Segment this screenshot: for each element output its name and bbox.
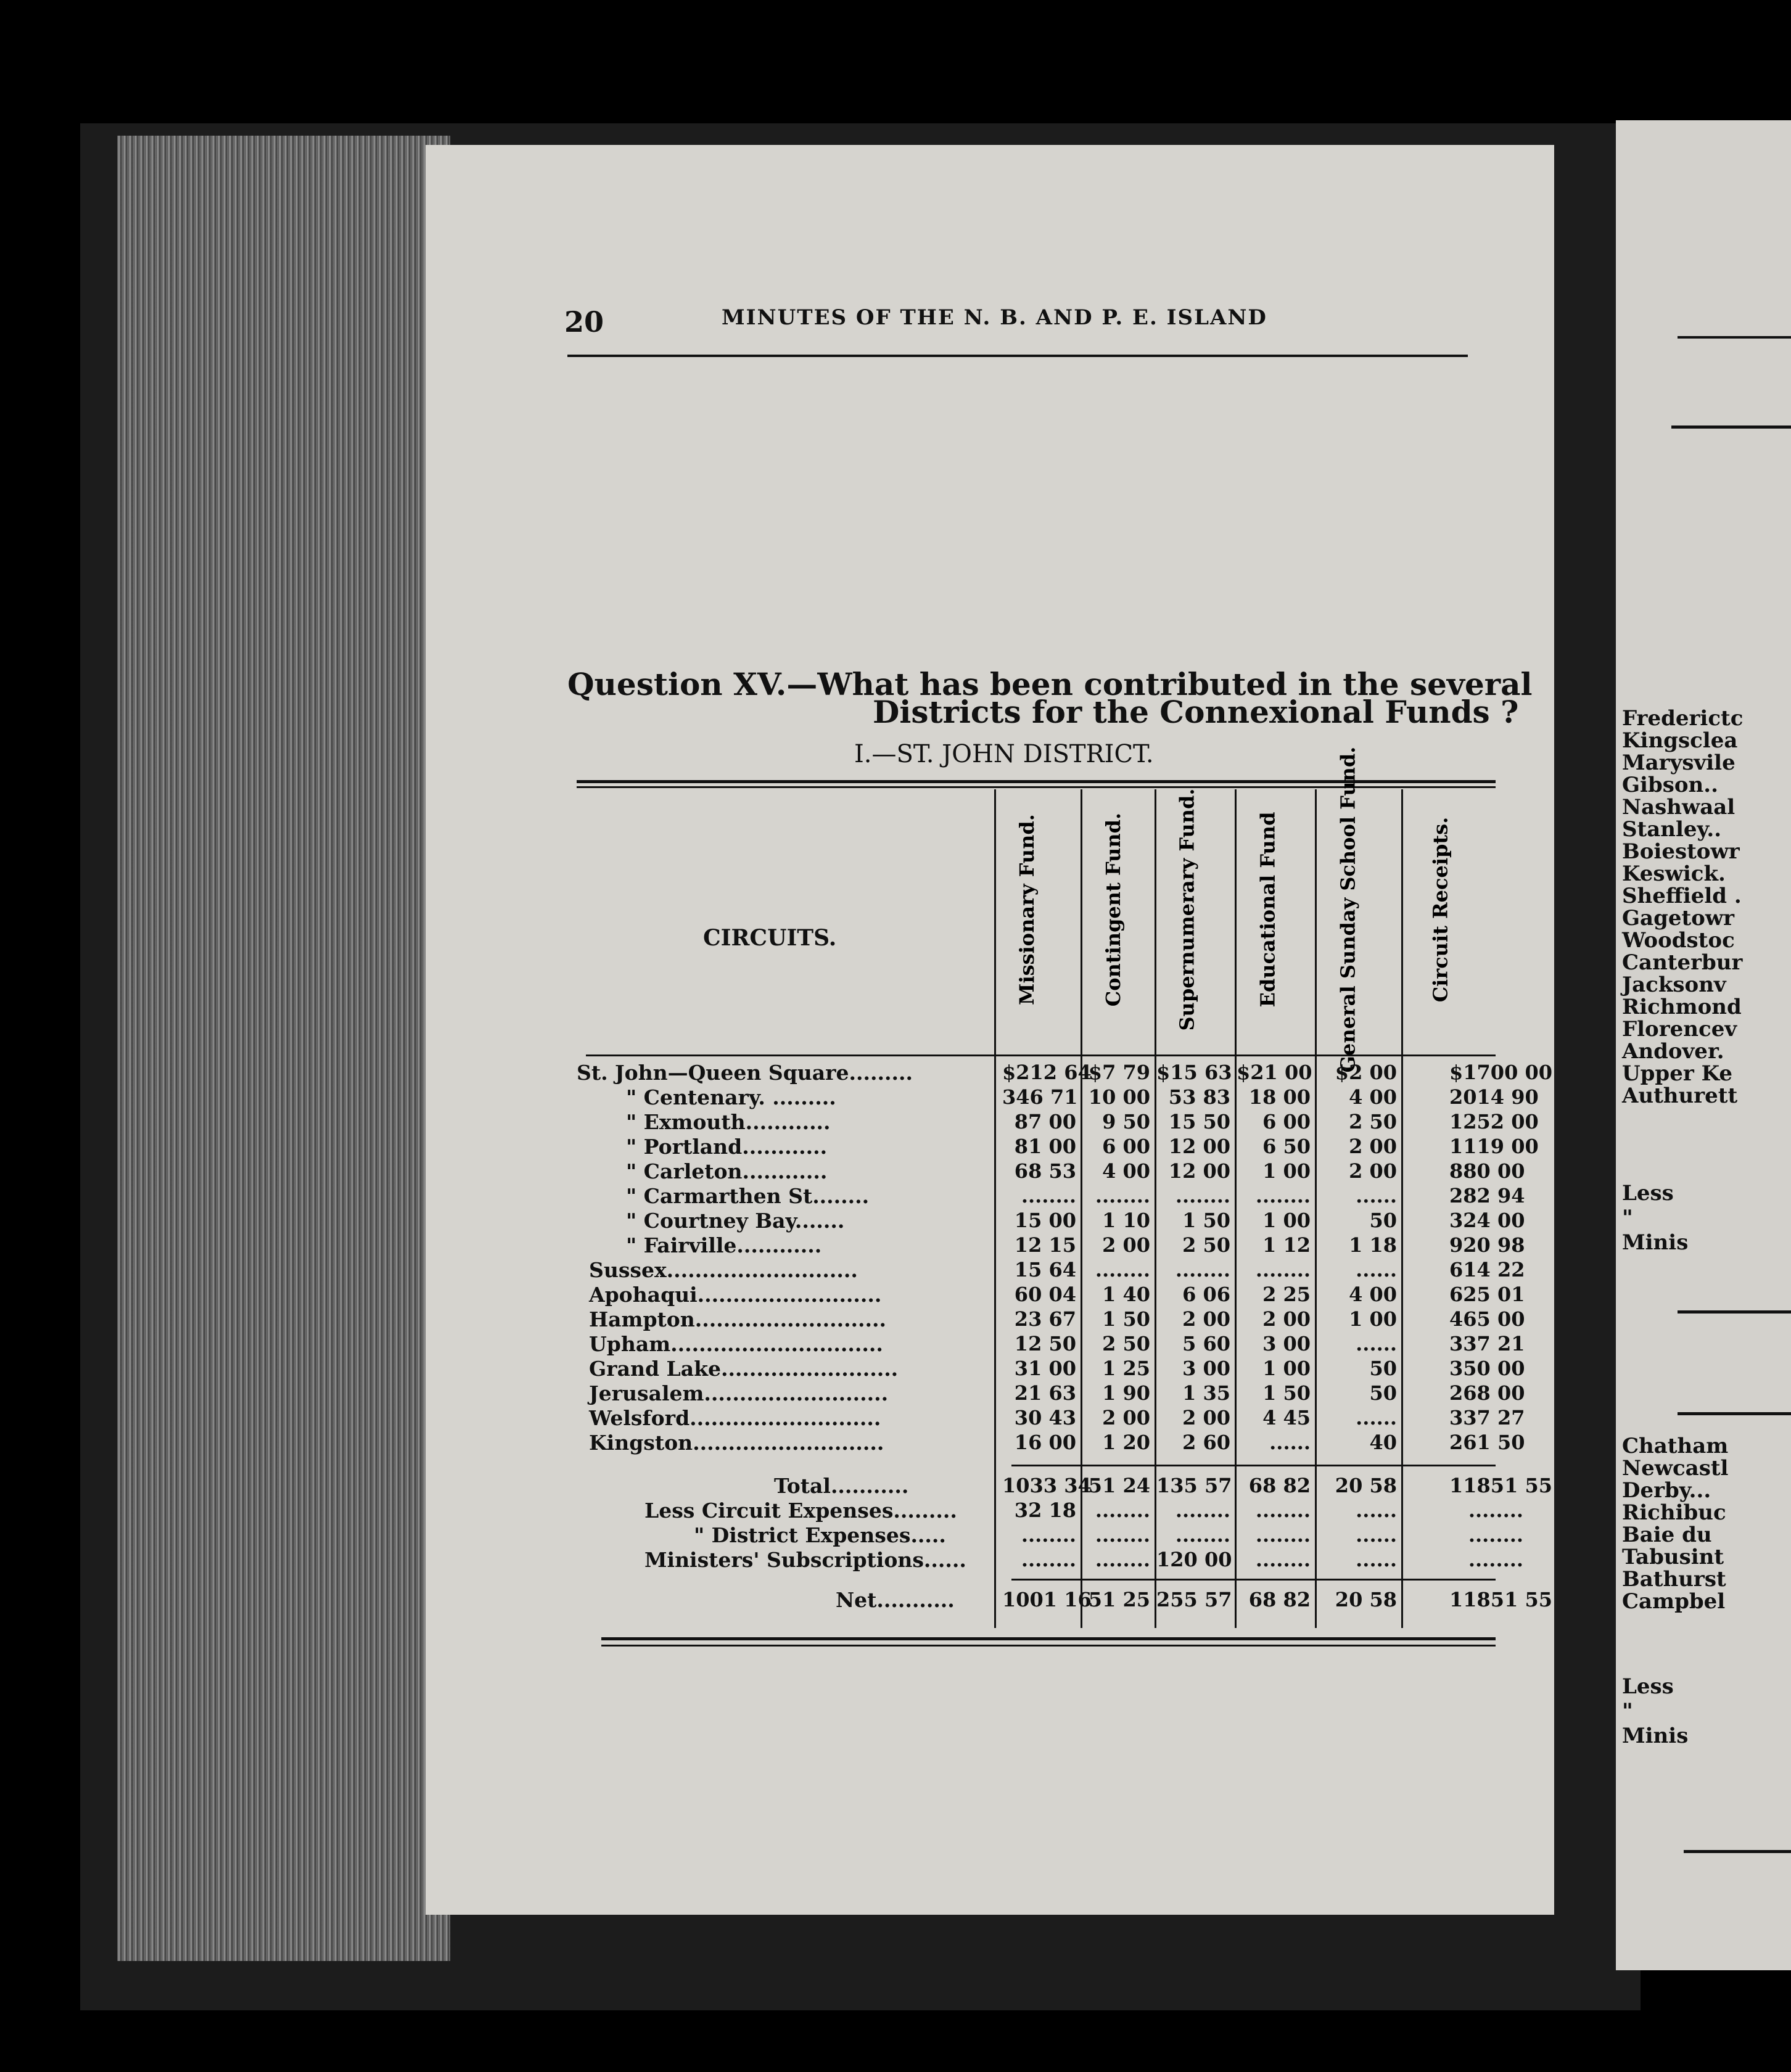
- table-cell: 50: [1369, 1209, 1397, 1232]
- table-cell: ........: [1255, 1258, 1311, 1281]
- facing-page: [1616, 120, 1791, 1970]
- table-cell: 53 83: [1168, 1085, 1230, 1109]
- table-bottom-rule-2: [601, 1645, 1496, 1646]
- table-cell: 1 12: [1262, 1233, 1311, 1257]
- circuits-header: CIRCUITS.: [703, 925, 837, 951]
- table-cell: ........: [1468, 1523, 1523, 1547]
- table-cell: 4 00: [1102, 1159, 1150, 1183]
- table-cell: 1 40: [1102, 1283, 1150, 1306]
- facing-page-line: Authurett: [1622, 1083, 1738, 1108]
- table-cell: 15 00: [1014, 1209, 1076, 1232]
- facing-page-line: Frederictc: [1622, 706, 1744, 731]
- table-cell: ........: [1021, 1184, 1076, 1207]
- row-label: " Centenary. .........: [626, 1085, 836, 1109]
- table-cell: 3 00: [1182, 1357, 1230, 1380]
- table-cell: 135 57: [1156, 1474, 1232, 1497]
- table-row: [577, 1209, 1523, 1233]
- table-cell: 2 00: [1349, 1159, 1397, 1183]
- row-label: Grand Lake.........................: [589, 1357, 899, 1381]
- table-cell: ........: [1468, 1548, 1523, 1571]
- table-cell: 68 53: [1014, 1159, 1076, 1183]
- facing-page-line: Newcastl: [1622, 1456, 1729, 1481]
- table-cell: 2 50: [1349, 1110, 1397, 1133]
- col-educational: Educational Fund: [1256, 812, 1280, 1008]
- table-cell: 2 00: [1102, 1233, 1150, 1257]
- facing-page-line: Sheffield .: [1622, 884, 1742, 908]
- total-rule: [1011, 1465, 1496, 1466]
- facing-page-line: Boiestowr: [1622, 839, 1740, 864]
- table-cell: 625 01: [1449, 1283, 1525, 1306]
- facing-page-line: Woodstoc: [1622, 928, 1735, 953]
- row-label: " District Expenses.....: [694, 1523, 946, 1547]
- table-cell: ......: [1356, 1523, 1397, 1547]
- col-circuit-receipts: Circuit Receipts.: [1428, 816, 1452, 1003]
- table-cell: 2 50: [1102, 1332, 1150, 1355]
- row-label: " Exmouth............: [626, 1110, 831, 1134]
- table-cell: 268 00: [1449, 1381, 1525, 1405]
- facing-page-line: Marysvile: [1622, 750, 1735, 775]
- table-cell: 5 60: [1182, 1332, 1230, 1355]
- net-rule: [1011, 1579, 1496, 1581]
- table-cell: 1 10: [1102, 1209, 1150, 1232]
- table-row: [577, 1283, 1523, 1307]
- facing-page-line: Andover.: [1622, 1039, 1724, 1064]
- table-cell: 60 04: [1014, 1283, 1076, 1306]
- facing-page-line: Minis: [1622, 1724, 1689, 1748]
- facing-page-line: Derby...: [1622, 1478, 1711, 1503]
- summary-row: [577, 1588, 1552, 1613]
- table-cell: $7 79: [1088, 1061, 1150, 1084]
- table-cell: $212 64: [1002, 1061, 1092, 1084]
- table-cell: 1033 34: [1002, 1474, 1092, 1497]
- table-cell: 50: [1369, 1381, 1397, 1405]
- question-line-2: Districts for the Connexional Funds ?: [873, 694, 1519, 730]
- facing-page-line: Keswick.: [1622, 861, 1726, 886]
- table-cell: 346 71: [1002, 1085, 1078, 1109]
- row-label: Ministers' Subscriptions......: [644, 1548, 966, 1572]
- table-cell: 9 50: [1102, 1110, 1150, 1133]
- table-cell: 2 00: [1182, 1307, 1230, 1331]
- table-cell: 40: [1369, 1431, 1397, 1454]
- facing-page-line: Less: [1622, 1674, 1674, 1699]
- table-cell: 12 00: [1168, 1159, 1230, 1183]
- facing-rule: [1678, 1412, 1791, 1415]
- table-cell: ........: [1255, 1523, 1311, 1547]
- table-cell: 20 58: [1335, 1474, 1397, 1497]
- table-row: [577, 1406, 1523, 1431]
- table-cell: 6 00: [1262, 1110, 1311, 1133]
- table-cell: ......: [1356, 1184, 1397, 1207]
- facing-page-line: Less: [1622, 1181, 1674, 1206]
- table-cell: 32 18: [1014, 1498, 1076, 1522]
- table-cell: 6 06: [1182, 1283, 1230, 1306]
- table-cell: 2 00: [1182, 1406, 1230, 1429]
- table-cell: ......: [1356, 1332, 1397, 1355]
- facing-page-line: Minis: [1622, 1230, 1689, 1255]
- table-cell: 1 50: [1182, 1209, 1230, 1232]
- left-page: [426, 145, 1554, 1915]
- header-rule: [567, 355, 1468, 357]
- table-cell: ........: [1095, 1548, 1150, 1571]
- table-cell: ........: [1021, 1523, 1076, 1547]
- table-cell: ........: [1175, 1184, 1230, 1207]
- facing-page-line: Richibuc: [1622, 1500, 1726, 1525]
- table-cell: 23 67: [1014, 1307, 1076, 1331]
- table-cell: 1 18: [1349, 1233, 1397, 1257]
- table-cell: $21 00: [1237, 1061, 1312, 1084]
- table-cell: ........: [1468, 1498, 1523, 1522]
- table-row: [577, 1307, 1523, 1332]
- table-cell: 10 00: [1088, 1085, 1150, 1109]
- row-label: " Fairville............: [626, 1233, 822, 1257]
- facing-page-line: Tabusint: [1622, 1545, 1724, 1569]
- row-label: Hampton...........................: [589, 1307, 886, 1331]
- table-cell: 1 50: [1102, 1307, 1150, 1331]
- table-cell: 4 00: [1349, 1283, 1397, 1306]
- table-cell: 4 45: [1262, 1406, 1311, 1429]
- table-cell: ........: [1095, 1184, 1150, 1207]
- facing-rule: [1678, 336, 1791, 339]
- row-label: Apohaqui..........................: [589, 1283, 882, 1307]
- table-cell: 12 15: [1014, 1233, 1076, 1257]
- facing-page-line: Upper Ke: [1622, 1061, 1733, 1086]
- page-edges: [117, 136, 450, 1961]
- row-label: Total...........: [774, 1474, 909, 1498]
- table-cell: 1 50: [1262, 1381, 1311, 1405]
- table-row: [577, 1184, 1523, 1209]
- table-cell: 2 00: [1262, 1307, 1311, 1331]
- col-sunday-school: General Sunday School Fund.: [1336, 746, 1360, 1073]
- table-cell: 324 00: [1449, 1209, 1525, 1232]
- table-cell: 1 90: [1102, 1381, 1150, 1405]
- row-label: " Portland............: [626, 1135, 828, 1159]
- facing-page-line: Kingsclea: [1622, 728, 1738, 753]
- facing-page-line: Campbel: [1622, 1589, 1726, 1614]
- facing-page-line: Chatham: [1622, 1434, 1729, 1458]
- table-cell: 15 64: [1014, 1258, 1076, 1281]
- row-label: Sussex...........................: [589, 1258, 858, 1282]
- table-cell: 2 00: [1102, 1406, 1150, 1429]
- row-label: " Courtney Bay.......: [626, 1209, 845, 1233]
- table-cell: ........: [1175, 1258, 1230, 1281]
- table-cell: 51 25: [1088, 1588, 1150, 1611]
- row-label: " Carleton............: [626, 1159, 828, 1183]
- table-cell: 68 82: [1248, 1588, 1311, 1611]
- facing-page-line: Stanley..: [1622, 817, 1722, 842]
- table-cell: ........: [1021, 1548, 1076, 1571]
- table-cell: ......: [1356, 1548, 1397, 1571]
- running-head: MINUTES OF THE N. B. AND P. E. ISLAND: [722, 305, 1267, 330]
- table-cell: ........: [1095, 1498, 1150, 1522]
- table-cell: 1119 00: [1449, 1135, 1539, 1158]
- summary-row: [577, 1548, 1523, 1572]
- table-cell: ........: [1255, 1184, 1311, 1207]
- question-line-1: Question XV.—What has been contributed in the several: [567, 666, 1533, 702]
- district-title: I.—ST. JOHN DISTRICT.: [854, 740, 1154, 768]
- table-row: [577, 1258, 1523, 1283]
- table-cell: ........: [1255, 1498, 1311, 1522]
- table-cell: 1 25: [1102, 1357, 1150, 1380]
- col-contingent: Contingent Fund.: [1101, 812, 1125, 1007]
- table-cell: 282 94: [1449, 1184, 1525, 1207]
- facing-rule: [1684, 1850, 1791, 1853]
- table-bottom-rule: [601, 1637, 1496, 1640]
- table-cell: 31 00: [1014, 1357, 1076, 1380]
- table-row: [577, 1332, 1523, 1357]
- summary-row: [577, 1498, 1523, 1523]
- table-cell: 16 00: [1014, 1431, 1076, 1454]
- row-label: Upham..............................: [589, 1332, 883, 1356]
- facing-rule: [1678, 1310, 1791, 1314]
- table-cell: 1 00: [1349, 1307, 1397, 1331]
- facing-page-line: Gibson..: [1622, 773, 1718, 797]
- page-number: 20: [564, 305, 604, 339]
- table-cell: 51 24: [1088, 1474, 1150, 1497]
- facing-page-line: Bathurst: [1622, 1567, 1726, 1592]
- table-cell: 2 60: [1182, 1431, 1230, 1454]
- table-cell: 81 00: [1014, 1135, 1076, 1158]
- table-cell: $2 00: [1335, 1061, 1397, 1084]
- facing-page-line: Gagetowr: [1622, 906, 1735, 931]
- table-cell: 12 00: [1168, 1135, 1230, 1158]
- row-label: Welsford...........................: [589, 1406, 881, 1430]
- table-cell: 20 58: [1335, 1588, 1397, 1611]
- table-row: [577, 1233, 1523, 1258]
- table-cell: 337 21: [1449, 1332, 1525, 1355]
- row-label: Kingston...........................: [589, 1431, 884, 1455]
- row-label: Jerusalem..........................: [589, 1381, 889, 1405]
- table-cell: 1 00: [1262, 1159, 1311, 1183]
- table-cell: 120 00: [1156, 1548, 1232, 1571]
- row-label: " Carmarthen St........: [626, 1184, 870, 1208]
- summary-row: [577, 1523, 1523, 1548]
- facing-page-line: Nashwaal: [1622, 795, 1735, 820]
- table-cell: 1 00: [1262, 1357, 1311, 1380]
- summary-row: [577, 1474, 1552, 1498]
- facing-page-line: Canterbur: [1622, 950, 1743, 975]
- table-cell: 880 00: [1449, 1159, 1525, 1183]
- row-label: Less Circuit Expenses.........: [644, 1498, 957, 1523]
- table-cell: ........: [1095, 1523, 1150, 1547]
- table-cell: 2 50: [1182, 1233, 1230, 1257]
- table-cell: 2014 90: [1449, 1085, 1539, 1109]
- table-cell: 1 35: [1182, 1381, 1230, 1405]
- table-cell: 4 00: [1349, 1085, 1397, 1109]
- table-cell: 1001 16: [1002, 1588, 1092, 1611]
- table-cell: ......: [1356, 1258, 1397, 1281]
- facing-page-line: Richmond: [1622, 995, 1742, 1019]
- table-cell: 3 00: [1262, 1332, 1311, 1355]
- table-cell: 11851 55: [1449, 1474, 1552, 1497]
- facing-page-line: ": [1622, 1699, 1633, 1724]
- facing-page-line: ": [1622, 1206, 1633, 1230]
- table-cell: 6 00: [1102, 1135, 1150, 1158]
- table-cell: 2 25: [1262, 1283, 1311, 1306]
- table-cell: 2 00: [1349, 1135, 1397, 1158]
- facing-page-line: Jacksonv: [1622, 972, 1726, 997]
- table-cell: 30 43: [1014, 1406, 1076, 1429]
- facing-rule: [1671, 426, 1791, 429]
- col-missionary: Missionary Fund.: [1015, 814, 1039, 1005]
- row-label: St. John—Queen Square.........: [577, 1061, 913, 1085]
- table-cell: 12 50: [1014, 1332, 1076, 1355]
- table-cell: ......: [1356, 1406, 1397, 1429]
- table-cell: 11851 55: [1449, 1588, 1552, 1611]
- table-row: [577, 1431, 1523, 1455]
- table-cell: 261 50: [1449, 1431, 1525, 1454]
- table-row: [577, 1381, 1523, 1406]
- table-cell: 614 22: [1449, 1258, 1525, 1281]
- table-row: [577, 1357, 1523, 1381]
- table-cell: ........: [1095, 1258, 1150, 1281]
- table-cell: 255 57: [1156, 1588, 1232, 1611]
- table-cell: ........: [1175, 1523, 1230, 1547]
- table-row: [577, 1135, 1539, 1159]
- table-cell: 1 00: [1262, 1209, 1311, 1232]
- table-cell: 87 00: [1014, 1110, 1076, 1133]
- table-row: [577, 1061, 1552, 1085]
- table-cell: 68 82: [1248, 1474, 1311, 1497]
- table-row: [577, 1159, 1523, 1184]
- table-cell: 21 63: [1014, 1381, 1076, 1405]
- facing-page-line: Baie du: [1622, 1523, 1712, 1547]
- table-row: [577, 1110, 1539, 1135]
- table-cell: 1 20: [1102, 1431, 1150, 1454]
- table-cell: 350 00: [1449, 1357, 1525, 1380]
- table-row: [577, 1085, 1539, 1110]
- table-cell: ........: [1255, 1548, 1311, 1571]
- facing-page-line: Florencev: [1622, 1017, 1737, 1042]
- row-label: Net...........: [836, 1588, 955, 1612]
- table-cell: $15 63: [1156, 1061, 1232, 1084]
- table-cell: ........: [1175, 1498, 1230, 1522]
- table-cell: ......: [1356, 1498, 1397, 1522]
- table-cell: 337 27: [1449, 1406, 1525, 1429]
- table-cell: ......: [1269, 1431, 1311, 1454]
- table-cell: 465 00: [1449, 1307, 1525, 1331]
- table-cell: 920 98: [1449, 1233, 1525, 1257]
- table-cell: $1700 00: [1449, 1061, 1552, 1084]
- table-cell: 15 50: [1168, 1110, 1230, 1133]
- table-cell: 18 00: [1248, 1085, 1311, 1109]
- table-cell: 1252 00: [1449, 1110, 1539, 1133]
- table-cell: 50: [1369, 1357, 1397, 1380]
- col-supernumerary: Supernumerary Fund.: [1175, 788, 1200, 1031]
- table-cell: 6 50: [1262, 1135, 1311, 1158]
